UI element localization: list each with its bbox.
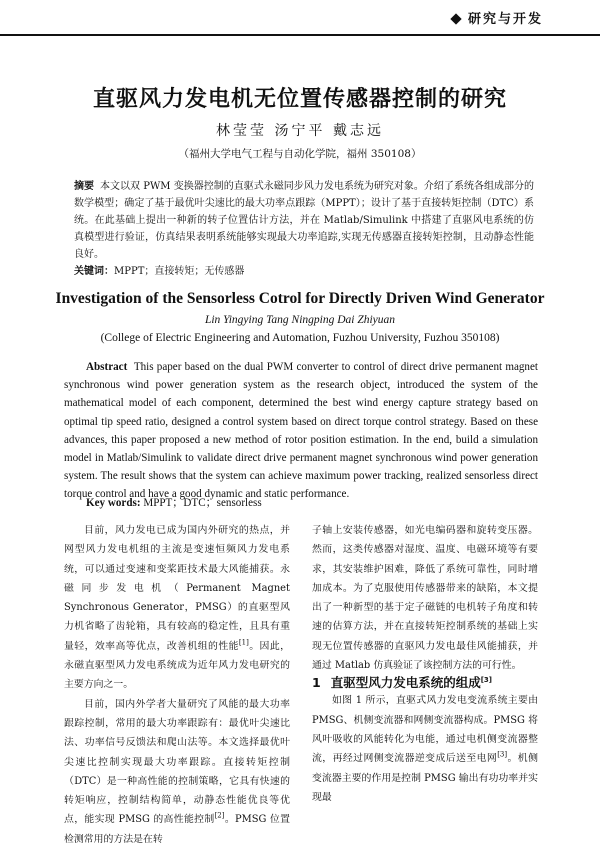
abstract-chinese <box>74 178 534 263</box>
body-column-right <box>312 521 538 807</box>
citation: [3] <box>480 676 492 685</box>
diamond-icon <box>450 13 461 24</box>
abstract-english-text: This paper based on the dual PWM converter to control of direct drive permanent magnet synchronous wind power generation system as the research object, introduced the system of the mathematical model of each component, determined the best wind energy capture strategy based on optimal tip speed ratio, designed a control system based on direct torque control strategy. Based on these advances, this paper proposed a new method of rotor position estimation. In the end, build a simulation model in Matlab/Simulink to validate direct drive permanent magnet synchronous wind power generation system. The result shows that the system can achieve maximum power tracking, realized sensorless direct torque control and have a good dynamic and static performance. <box>64 361 538 501</box>
section-label: 研究与开发 <box>468 12 544 27</box>
citation: [1] <box>238 638 249 647</box>
abstract-english <box>64 358 538 504</box>
authors-chinese: 林莹莹 汤宁平 戴志远 <box>216 123 384 139</box>
keywords-chinese <box>74 262 534 277</box>
body-paragraph: 目前，风力发电已成为国内外研究的热点，并网型风力发电机组的主流是变速恒频风力发电系统，可以通过变速和变桨距技术最大风能捕获。永磁同步发电机（Permanent Magnet Synchronous Generator，PMSG）的直驱型风力机省略了齿轮箱，具有较高的稳定性，且具有重量轻，效率高等优点，改善机组的性能[1]。因此，永磁直驱型风力发电系统成为近年风力发电研究的主要方向之一。 <box>64 525 290 691</box>
section-number: 1 <box>312 675 321 691</box>
body-paragraph: 目前，国内外学者大量研究了风能的最大功率跟踪控制，常用的最大功率跟踪有：最优叶尖速比法、功率信号反馈法和爬山法等。本文选择最优叶尖速比控制实现最大功率跟踪。直接转矩控制（DTC）是一种高性能的控制策略，它具有快速的转矩响应，控制结构简单，动静态性能优良等优点，能实现 PMSG 的高性能控制[2]。PMSG 位置检测常用的方法是在转 <box>64 698 290 845</box>
affiliation-chinese: （福州大学电气工程与自动化学院，福州 350108） <box>178 148 422 160</box>
authors-english: Lin Yingying Tang Ningping Dai Zhiyuan <box>204 314 396 326</box>
body-paragraph: 如图 1 所示，直驱式风力发电变流系统主要由 PMSG、机侧变流器和网侧变流器构成。PMSG 将风叶吸收的风能转化为电能，通过电机侧变流器整流，再经过网侧变流器逆变成后送至电网[3]。机侧变流器主要的作用是控制 PMSG 输出有功功率并实现最 <box>312 695 538 803</box>
abstract-chinese-label: 摘要 <box>74 181 95 192</box>
keywords-chinese-text: MPPT；直接转矩；无传感器 <box>114 266 245 277</box>
section-title: 直驱型风力发电系统的组成 <box>330 675 481 691</box>
citation: [2] <box>214 812 225 821</box>
keywords-english-text: MPPT；DTC；sensorless <box>143 497 262 509</box>
body-column-left <box>64 521 290 849</box>
body-paragraph: 子轴上安装传感器，如光电编码器和旋转变压器。然而，这类传感器对湿度、温度、电磁环境等有要求，其安装维护困难，降低了系统可靠性，同时增加成本。为了克服使用传感器带来的缺陷，本文提出了一种新型的基于定子磁链的电机转子角度和转速的估算方法，并在直接转矩控制系统的基础上实现无位置传感器的直驱风力发电最佳风能捕获，并通过 Matlab 仿真验证了该控制方法的可行性。 <box>312 525 538 672</box>
title-english: Investigation of the Sensorless Cotrol for Directly Driven Wind Generator <box>55 290 545 307</box>
citation: [3] <box>497 750 508 759</box>
section-heading <box>312 675 538 691</box>
running-header <box>0 0 600 36</box>
abstract-chinese-text: 本文以双 PWM 变换器控制的直驱式永磁同步风力发电系统为研究对象。介绍了系统各组成部分的数学模型；确定了基于最优叶尖速比的最大功率点跟踪（MPPT）；设计了基于直接转矩控制（DTC）系统。在此基础上提出一种新的转子位置估计方法，并在 Matlab/Simulink 中搭建了直驱风电系统的仿真模型进行验证，仿真结果表明系统能够实现最大功率追踪,实现无传感器直接转矩控制，且动静态性能良好。 <box>74 181 535 260</box>
abstract-english-label: Abstract <box>86 361 128 373</box>
keywords-chinese-label: 关键词： <box>74 266 114 277</box>
keywords-english <box>86 494 546 510</box>
title-chinese: 直驱风力发电机无位置传感器控制的研究 <box>92 87 507 112</box>
affiliation-english: (College of Electric Engineering and Automation, Fuzhou University, Fuzhou 350108) <box>100 332 500 344</box>
keywords-english-label: Key words: <box>86 497 141 509</box>
